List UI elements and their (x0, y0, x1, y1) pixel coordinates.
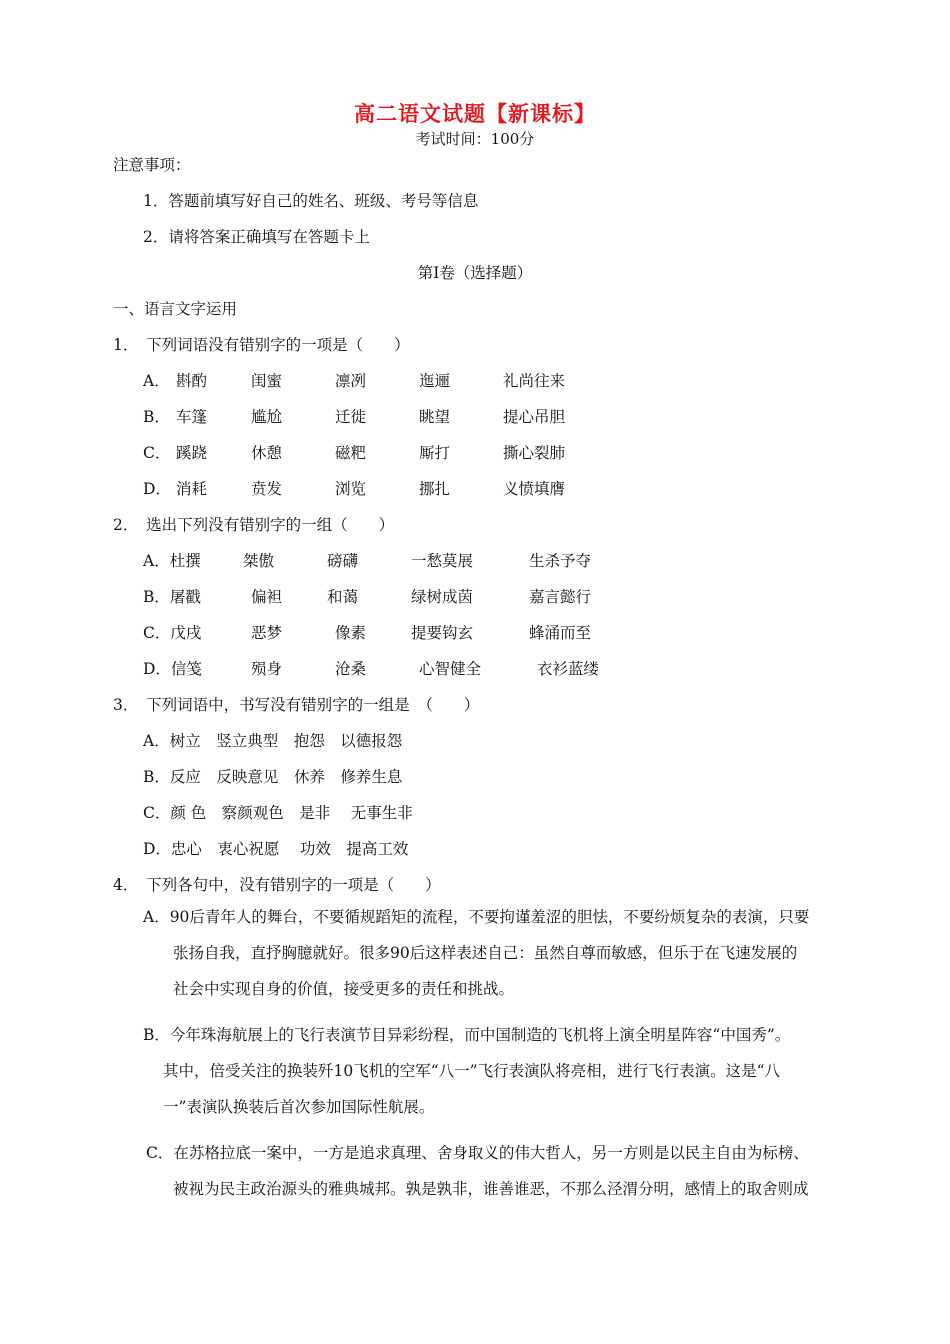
option-word: 一愁莫展 (411, 552, 474, 570)
option-letter: D． (143, 480, 171, 498)
option-letter: C． (143, 444, 171, 462)
question-2-option-c (0, 621, 950, 641)
option-word: 蹊跷 (176, 444, 208, 462)
option-word: 挪扎 (419, 480, 451, 498)
question-1-option-c (0, 441, 950, 461)
option-word: 提心吊胆 (503, 408, 566, 426)
option-line: C．在苏格拉底一案中，一方是追求真理、舍身取义的伟大哲人，另一方则是以民主自由为标榜、 (146, 1144, 809, 1162)
question-3-option-a: A．树立 竖立典型 抱怨 以德报怨 (143, 732, 403, 750)
volume-title: 第I卷（选择题） (417, 264, 533, 282)
question-4-option-a (143, 899, 809, 1007)
option-line: B．今年珠海航展上的飞行表演节目异彩纷程，而中国制造的飞机将上演全明星阵容“中国秀”。 (143, 1026, 791, 1044)
question-4-option-b (143, 1017, 790, 1125)
question-1-option-b (0, 405, 950, 425)
option-word: A．杜撰 (143, 552, 201, 570)
option-word: 浏览 (335, 480, 367, 498)
option-word: 偏袒 (251, 588, 283, 606)
note-item-2: 2．请将答案正确填写在答题卡上 (143, 228, 370, 246)
option-word: 斟酌 (176, 372, 208, 390)
option-line: 被视为民主政治源头的雅典城邦。孰是孰非，谁善谁恶，不那么泾渭分明，感情上的取舍则成 (173, 1180, 809, 1198)
option-word: 贲发 (251, 480, 283, 498)
question-4-option-c (146, 1135, 809, 1207)
question-1-option-a (0, 369, 950, 389)
option-word: 像素 (335, 624, 367, 642)
exam-time: 考试时间：100分 (415, 130, 535, 148)
notes-heading: 注意事项： (113, 156, 191, 174)
option-word: 休憩 (251, 444, 283, 462)
option-word: 衣衫蓝缕 (537, 660, 600, 678)
option-word: 蜂涌而至 (529, 624, 592, 642)
question-2-option-b (0, 585, 950, 605)
option-letter: A． (143, 372, 170, 390)
option-line: A．90后青年人的舞台，不要循规蹈矩的流程，不要拘谨羞涩的胆怯，不要纷烦复杂的表演，只要 (143, 908, 810, 926)
option-word: C．戊戌 (143, 624, 202, 642)
option-word: 嘉言懿行 (529, 588, 592, 606)
option-word: B．屠戳 (143, 588, 201, 606)
question-1-stem: 1． 下列词语没有错别字的一项是（ ） (113, 336, 410, 354)
option-word: 迁徙 (335, 408, 367, 426)
option-line: 其中，倍受关注的换装歼10飞机的空军“八一”飞行表演队将亮相，进行飞行表演。这是“八 (163, 1062, 780, 1080)
option-letter: B． (143, 408, 170, 426)
option-word: 生杀予夺 (529, 552, 592, 570)
option-word: 沧桑 (335, 660, 367, 678)
option-word: 眺望 (419, 408, 451, 426)
option-word: 绿树成茵 (411, 588, 474, 606)
option-word: 提要钩玄 (411, 624, 474, 642)
option-word: 迤逦 (419, 372, 451, 390)
option-word: 桀傲 (243, 552, 275, 570)
question-1-option-d (0, 477, 950, 497)
question-3-stem: 3． 下列词语中，书写没有错别字的一组是 （ ） (113, 696, 480, 714)
option-word: 恶梦 (251, 624, 283, 642)
option-word: 尴尬 (251, 408, 283, 426)
option-word: 磅礴 (327, 552, 359, 570)
option-word: 撕心裂肺 (503, 444, 566, 462)
option-word: 心智健全 (419, 660, 482, 678)
option-line: 社会中实现自身的价值，接受更多的责任和挑战。 (173, 980, 515, 998)
exam-title: 高二语文试题【新课标】 (354, 101, 596, 126)
option-word: 厮打 (419, 444, 451, 462)
option-word: 殒身 (251, 660, 283, 678)
note-item-1: 1．答题前填写好自己的姓名、班级、考号等信息 (143, 192, 479, 210)
question-3-option-c: C．颜 色 察颜观色 是非 无事生非 (143, 804, 413, 822)
option-word: 和蔼 (327, 588, 359, 606)
question-2-option-d (0, 657, 950, 677)
question-3-option-d: D．忠心 衷心祝愿 功效 提高工效 (143, 840, 409, 858)
question-2-option-a (0, 549, 950, 569)
option-word: 闺蜜 (251, 372, 283, 390)
option-word: 义愤填膺 (503, 480, 566, 498)
option-word: 消耗 (176, 480, 208, 498)
question-3-option-b: B．反应 反映意见 休养 修养生息 (143, 768, 403, 786)
option-word: 磁粑 (335, 444, 367, 462)
option-line: 张扬自我，直抒胸臆就好。很多90后这样表述自己：虽然自尊而敏感，但乐于在飞速发展的 (173, 944, 798, 962)
option-word: D．信笺 (143, 660, 202, 678)
option-word: 凛冽 (335, 372, 367, 390)
option-word: 车篷 (176, 408, 208, 426)
section-title: 一、语言文字运用 (113, 300, 238, 318)
option-line: 一”表演队换装后首次参加国际性航展。 (163, 1098, 435, 1116)
option-word: 礼尚往来 (503, 372, 566, 390)
question-2-stem: 2． 选出下列没有错别字的一组（ ） (113, 516, 395, 534)
question-4-stem: 4． 下列各句中，没有错别字的一项是（ ） (113, 876, 441, 894)
